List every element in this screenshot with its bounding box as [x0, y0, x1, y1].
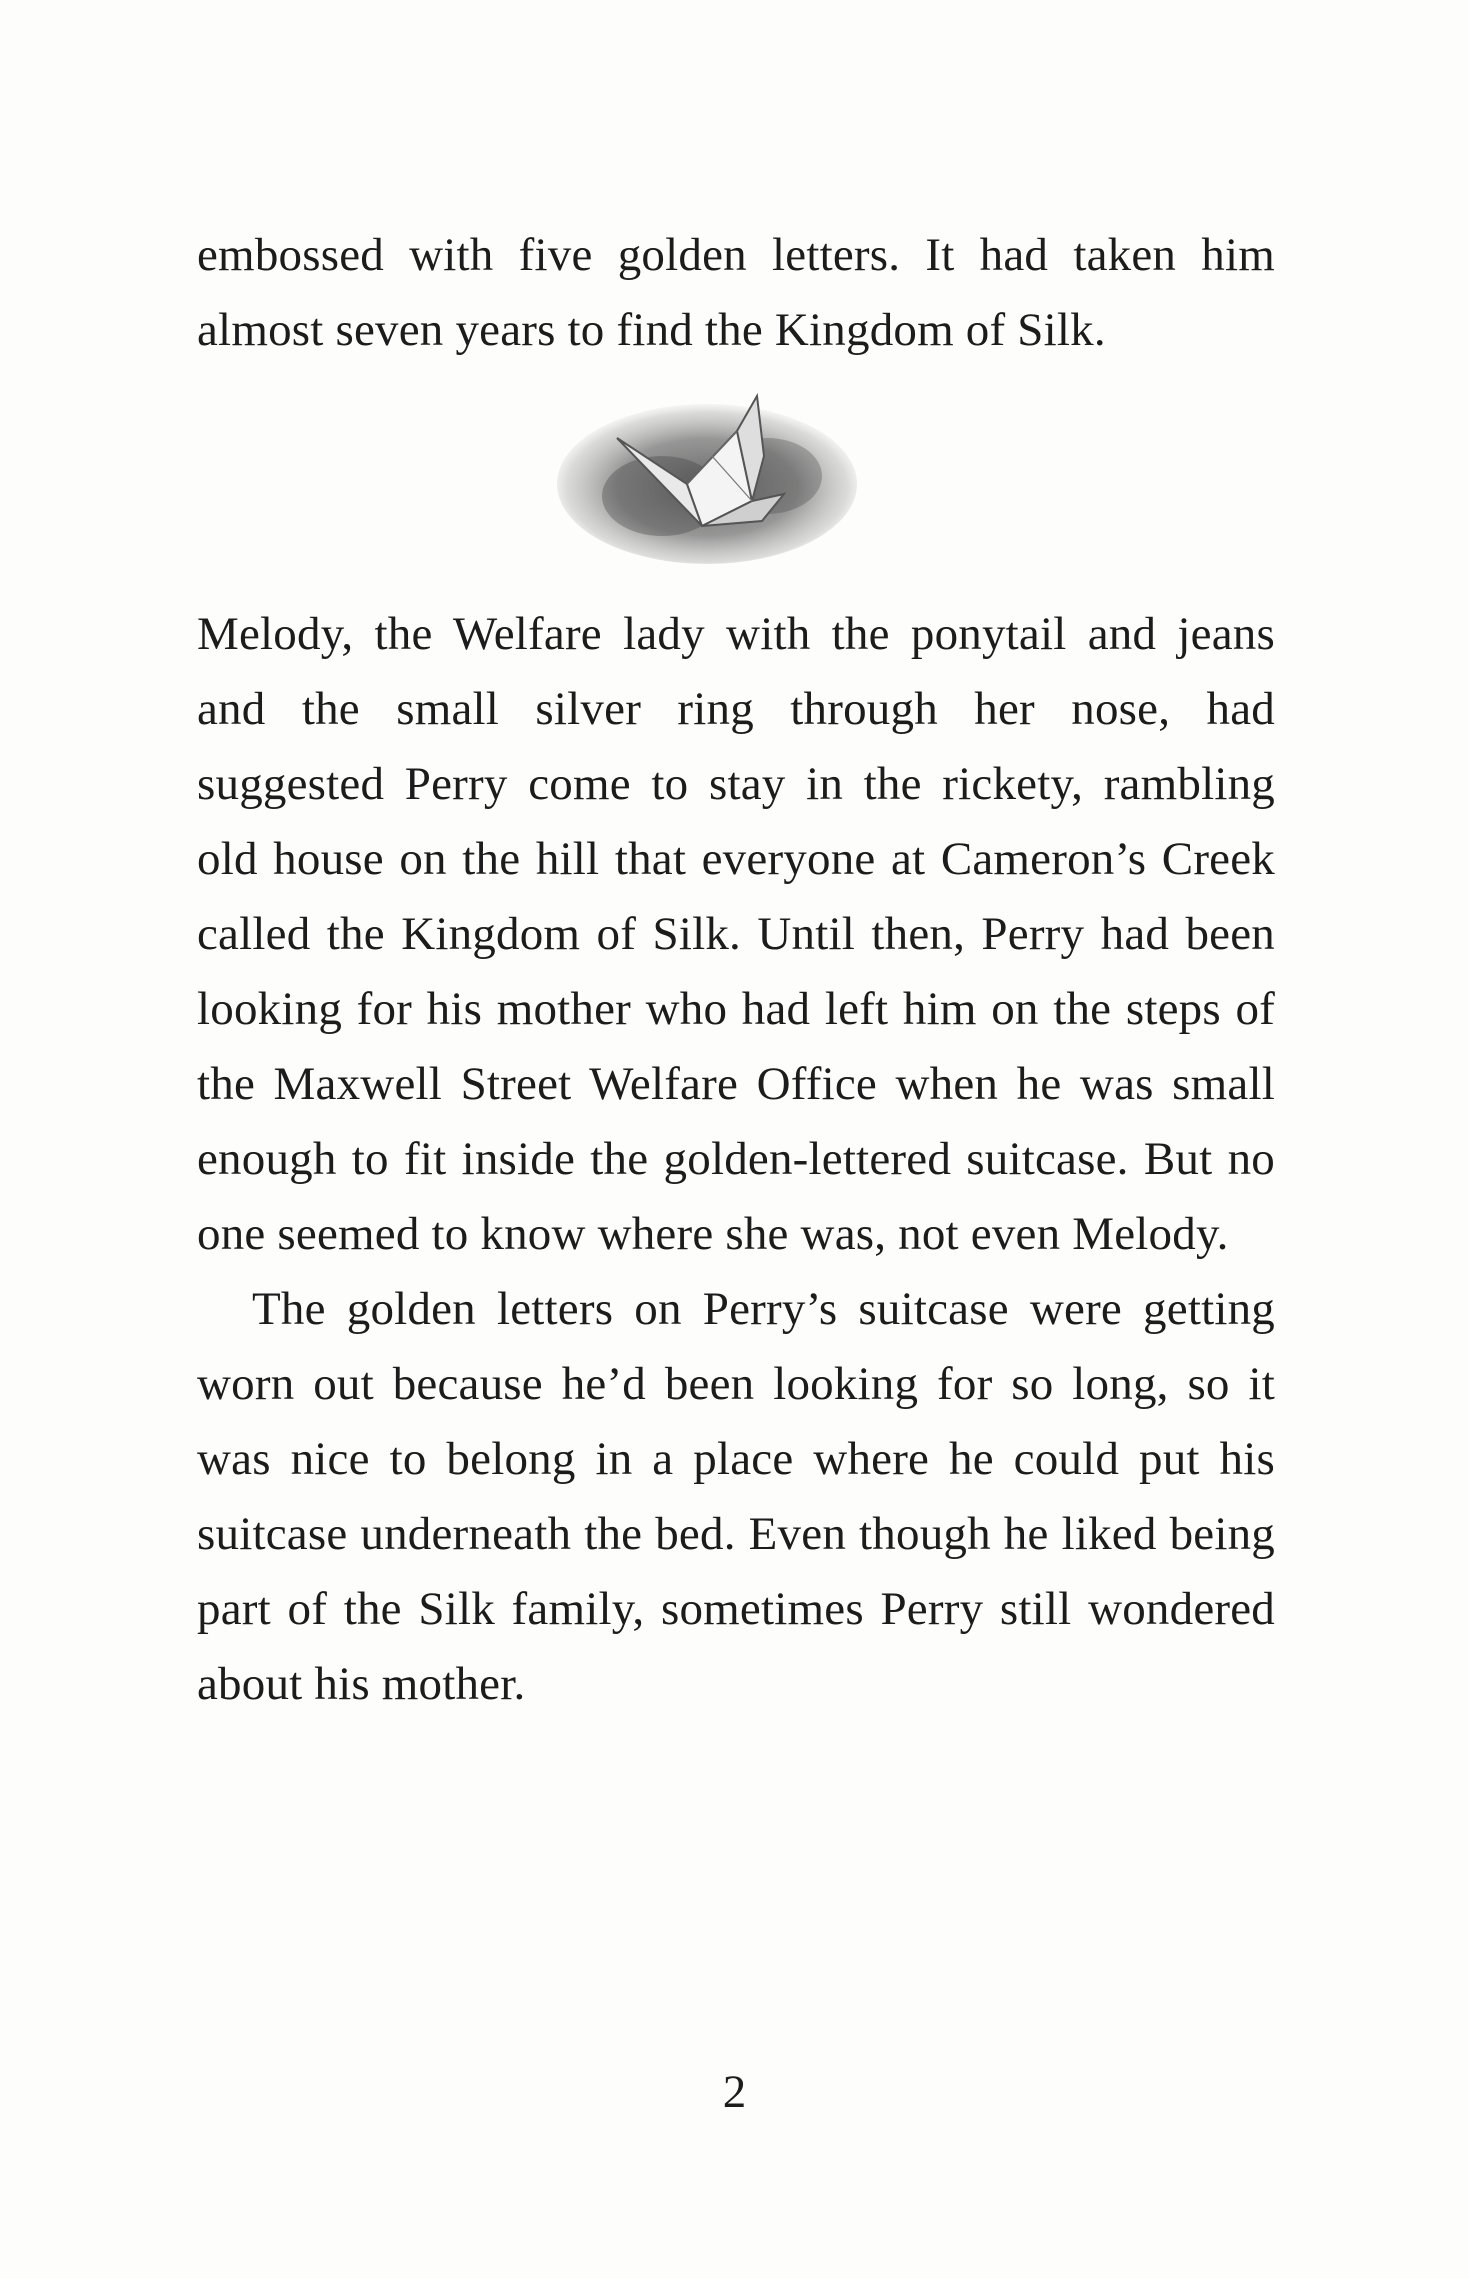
paragraph-continued: embossed with five golden letters. It had taken him almost seven years to find the Kingdom of Silk. [197, 229, 1275, 356]
paragraph-suitcase: The golden letters on Perry’s suitcase were getting worn out because he’d been looking for so long, so it was nice to belong in a place where he could put his suitcase underneath the bed. Even though he liked being part of the Silk family, sometimes Perry still wondered about his mother. [197, 1283, 1275, 1710]
paragraph-melody: Melody, the Welfare lady with the ponytail and jeans and the small silver ring through her nose, had suggested Perry come to stay in the rickety, rambling old house on the hill that everyone at Cameron’s Creek called the Kingdom of Silk. Until then, Perry had been looking for his mother who had left him on the steps of the Maxwell Street Welfare Office when he was small enough to fit inside the golden-lettered suitcase. But no one seemed to know where she was, not even Melody. [197, 608, 1275, 1260]
page-number: 2 [722, 2066, 747, 2118]
opening-text [197, 218, 1275, 368]
main-text [197, 597, 1275, 1722]
origami-bird-icon [552, 386, 862, 568]
